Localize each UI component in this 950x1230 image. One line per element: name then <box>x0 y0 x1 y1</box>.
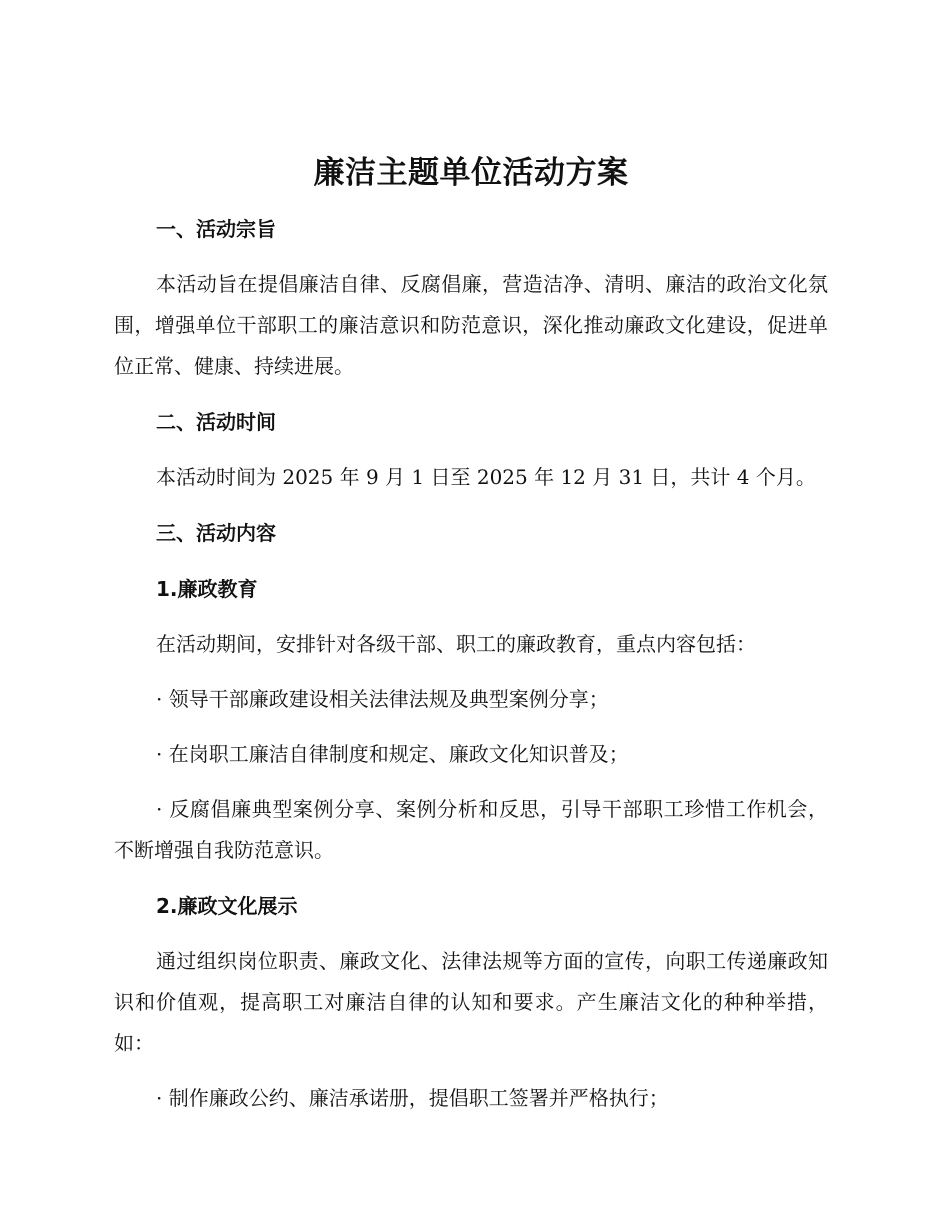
subsection-heading-culture: 2.廉政文化展示 <box>156 894 298 918</box>
section-heading-purpose: 一、活动宗旨 <box>156 217 276 241</box>
section-body-purpose: 本活动旨在提倡廉洁自律、反腐倡廉，营造洁净、清明、廉洁的政治文化氛围，增强单位干部职工的廉洁意识和防范意识，深化推动廉政文化建设，促进单位正常、健康、持续进展。 <box>114 272 828 378</box>
section-body-time: 本活动时间为 2025 年 9 月 1 日至 2025 年 12 月 31 日，共计 4 个月。 <box>156 465 816 489</box>
document-title: 廉洁主题单位活动方案 <box>313 155 629 191</box>
section-heading-content: 三、活动内容 <box>156 521 276 545</box>
list-item: · 领导干部廉政建设相关法律法规及典型案例分享； <box>156 687 609 711</box>
subsection-heading-education: 1.廉政教育 <box>156 577 258 601</box>
subsection-intro-education: 在活动期间，安排针对各级干部、职工的廉政教育，重点内容包括： <box>156 632 756 656</box>
list-item: · 在岗职工廉洁自律制度和规定、廉政文化知识普及； <box>156 742 629 766</box>
subsection-intro-culture: 通过组织岗位职责、廉政文化、法律法规等方面的宣传，向职工传递廉政知识和价值观，提高职工对廉洁自律的认知和要求。产生廉洁文化的种种举措，如： <box>114 949 828 1055</box>
list-item: · 反腐倡廉典型案例分享、案例分析和反思，引导干部职工珍惜工作机会，不断增强自我防范意识。 <box>114 797 828 862</box>
section-heading-time: 二、活动时间 <box>156 410 276 434</box>
list-item: · 制作廉政公约、廉洁承诺册，提倡职工签署并严格执行； <box>156 1086 669 1110</box>
